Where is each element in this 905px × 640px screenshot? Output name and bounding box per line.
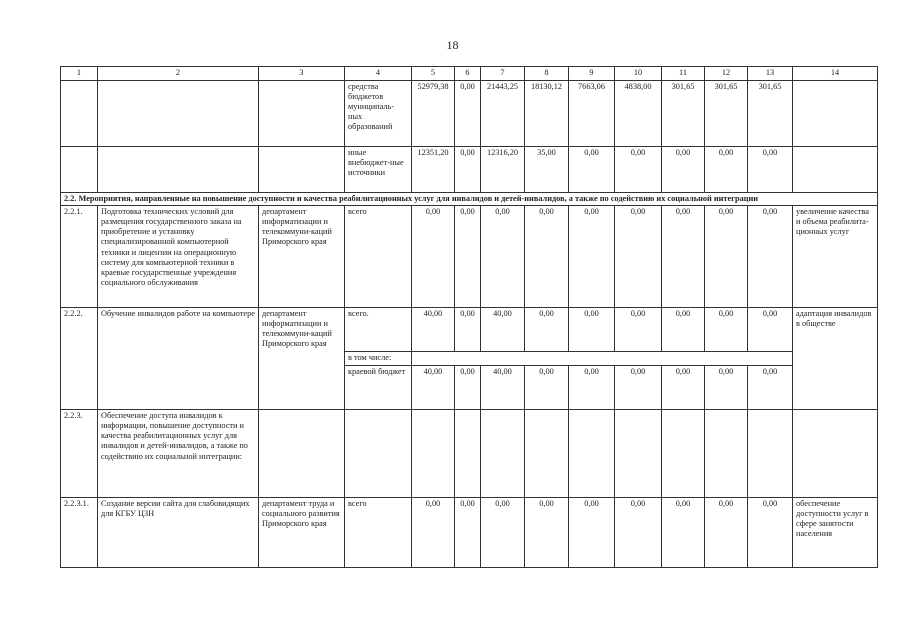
- value-cell: 0,00: [705, 308, 748, 352]
- value-cell: 0,00: [615, 308, 662, 352]
- empty-cell: [259, 147, 345, 193]
- section-row: [61, 193, 878, 206]
- empty-cell: [61, 81, 98, 147]
- value-cell: 0,00: [662, 206, 705, 308]
- header-cell: 13: [748, 67, 793, 81]
- executor: департамент труда и социального развития Приморского края: [259, 498, 345, 568]
- empty-cell: [481, 410, 525, 498]
- value-cell: 0,00: [569, 147, 615, 193]
- empty-cell: [569, 410, 615, 498]
- header-cell: 12: [705, 67, 748, 81]
- empty-cell: [259, 81, 345, 147]
- value-cell: 0,00: [615, 206, 662, 308]
- item-number: 2.2.3.1.: [61, 498, 98, 568]
- value-cell: 0,00: [662, 308, 705, 352]
- value-cell: 0,00: [569, 366, 615, 410]
- expected-result: обеспечение доступности услуг в сфере занятости населения: [793, 498, 878, 568]
- header-row: [61, 67, 878, 81]
- funding-source: всего: [345, 206, 412, 308]
- value-cell: 0,00: [705, 366, 748, 410]
- value-cell: 0,00: [455, 147, 481, 193]
- value-cell: 0,00: [412, 498, 455, 568]
- expected-result: увеличение качества и объема реабилита-ционных услуг: [793, 206, 878, 308]
- header-cell: 3: [259, 67, 345, 81]
- value-cell: 0,00: [481, 206, 525, 308]
- empty-cell: [412, 352, 793, 366]
- value-cell: 0,00: [525, 498, 569, 568]
- empty-cell: [662, 410, 705, 498]
- funding-source: иные внебюджет-ные источники: [345, 147, 412, 193]
- page-number: 18: [446, 38, 459, 52]
- empty-cell: [525, 410, 569, 498]
- item-number: 2.2.1.: [61, 206, 98, 308]
- empty-cell: [345, 410, 412, 498]
- value-cell: 0,00: [455, 81, 481, 147]
- header-cell: 7: [481, 67, 525, 81]
- empty-cell: [98, 147, 259, 193]
- value-cell: 0,00: [481, 498, 525, 568]
- value-cell: 301,65: [705, 81, 748, 147]
- value-cell: 0,00: [525, 206, 569, 308]
- value-cell: 0,00: [748, 147, 793, 193]
- value-cell: 0,00: [662, 498, 705, 568]
- section-title: 2.2. Мероприятия, направленные на повышение доступности и качества реабилитационных услуг для инвалидов и детей-инвалидов, а также по содействию их социальной интеграции: [61, 193, 878, 206]
- item-number: 2.2.2.: [61, 308, 98, 410]
- table-row: [61, 206, 878, 308]
- header-cell: 10: [615, 67, 662, 81]
- table-row: [61, 308, 878, 352]
- value-cell: 301,65: [662, 81, 705, 147]
- value-cell: 7663,06: [569, 81, 615, 147]
- funding-source: в том числе:: [345, 352, 412, 366]
- header-cell: 6: [455, 67, 481, 81]
- header-cell: 4: [345, 67, 412, 81]
- header-cell: 11: [662, 67, 705, 81]
- value-cell: 0,00: [705, 206, 748, 308]
- item-name: Подготовка технических условий для размещения государственного заказа на приобретение и установку специализированной компьютерной техники и лицензии на операционную систему для компьютерной техники в краевые государственные учреждения социального обслуживания: [98, 206, 259, 308]
- value-cell: 0,00: [569, 498, 615, 568]
- empty-cell: [615, 410, 662, 498]
- value-cell: 0,00: [748, 366, 793, 410]
- header-cell: 9: [569, 67, 615, 81]
- value-cell: 40,00: [481, 366, 525, 410]
- empty-cell: [705, 410, 748, 498]
- value-cell: 12316,20: [481, 147, 525, 193]
- expected-result: адаптация инвалидов в обществе: [793, 308, 878, 410]
- value-cell: 0,00: [455, 206, 481, 308]
- item-name: Обучение инвалидов работе на компьютере: [98, 308, 259, 410]
- table-row: [61, 147, 878, 193]
- value-cell: 0,00: [455, 308, 481, 352]
- value-cell: 0,00: [412, 206, 455, 308]
- table-row: [61, 81, 878, 147]
- empty-cell: [793, 81, 878, 147]
- value-cell: 0,00: [525, 366, 569, 410]
- value-cell: 52979,38: [412, 81, 455, 147]
- funding-source: средства бюджетов муниципаль-ных образований: [345, 81, 412, 147]
- value-cell: 0,00: [525, 308, 569, 352]
- value-cell: 0,00: [748, 206, 793, 308]
- funding-source: всего: [345, 498, 412, 568]
- empty-cell: [61, 147, 98, 193]
- value-cell: 0,00: [662, 147, 705, 193]
- value-cell: 0,00: [569, 206, 615, 308]
- empty-cell: [748, 410, 793, 498]
- value-cell: 0,00: [662, 366, 705, 410]
- value-cell: 40,00: [412, 308, 455, 352]
- value-cell: 18130,12: [525, 81, 569, 147]
- value-cell: 0,00: [615, 498, 662, 568]
- value-cell: 0,00: [615, 147, 662, 193]
- header-cell: 8: [525, 67, 569, 81]
- value-cell: 301,65: [748, 81, 793, 147]
- value-cell: 40,00: [481, 308, 525, 352]
- empty-cell: [98, 81, 259, 147]
- item-name: Создание версии сайта для слабовидящих для КГБУ ЦЗН: [98, 498, 259, 568]
- executor: департамент информатизации и телекоммуни-каций Приморского края: [259, 206, 345, 308]
- header-cell: 2: [98, 67, 259, 81]
- value-cell: 0,00: [569, 308, 615, 352]
- value-cell: 0,00: [455, 366, 481, 410]
- value-cell: 0,00: [748, 308, 793, 352]
- value-cell: 40,00: [412, 366, 455, 410]
- program-table: [60, 66, 878, 568]
- table-row: [61, 410, 878, 498]
- executor: департамент информатизации и телекоммуни-каций Приморского края: [259, 308, 345, 410]
- value-cell: 0,00: [615, 366, 662, 410]
- header-cell: 1: [61, 67, 98, 81]
- table-row: [61, 498, 878, 568]
- empty-cell: [455, 410, 481, 498]
- value-cell: 0,00: [705, 498, 748, 568]
- empty-cell: [793, 147, 878, 193]
- item-number: 2.2.3.: [61, 410, 98, 498]
- empty-cell: [412, 410, 455, 498]
- header-cell: 5: [412, 67, 455, 81]
- value-cell: 0,00: [705, 147, 748, 193]
- empty-cell: [793, 410, 878, 498]
- value-cell: 0,00: [748, 498, 793, 568]
- funding-source: краевой бюджет: [345, 366, 412, 410]
- header-cell: 14: [793, 67, 878, 81]
- funding-source: всего.: [345, 308, 412, 352]
- value-cell: 4838,00: [615, 81, 662, 147]
- value-cell: 12351,20: [412, 147, 455, 193]
- value-cell: 35,00: [525, 147, 569, 193]
- value-cell: 0,00: [455, 498, 481, 568]
- empty-cell: [259, 410, 345, 498]
- item-name: Обеспечение доступа инвалидов к информации, повышение доступности и качества реабилитационных услуг для инвалидов и детей-инвалидов, а также по содействию их социальной интеграции:: [98, 410, 259, 498]
- value-cell: 21443,25: [481, 81, 525, 147]
